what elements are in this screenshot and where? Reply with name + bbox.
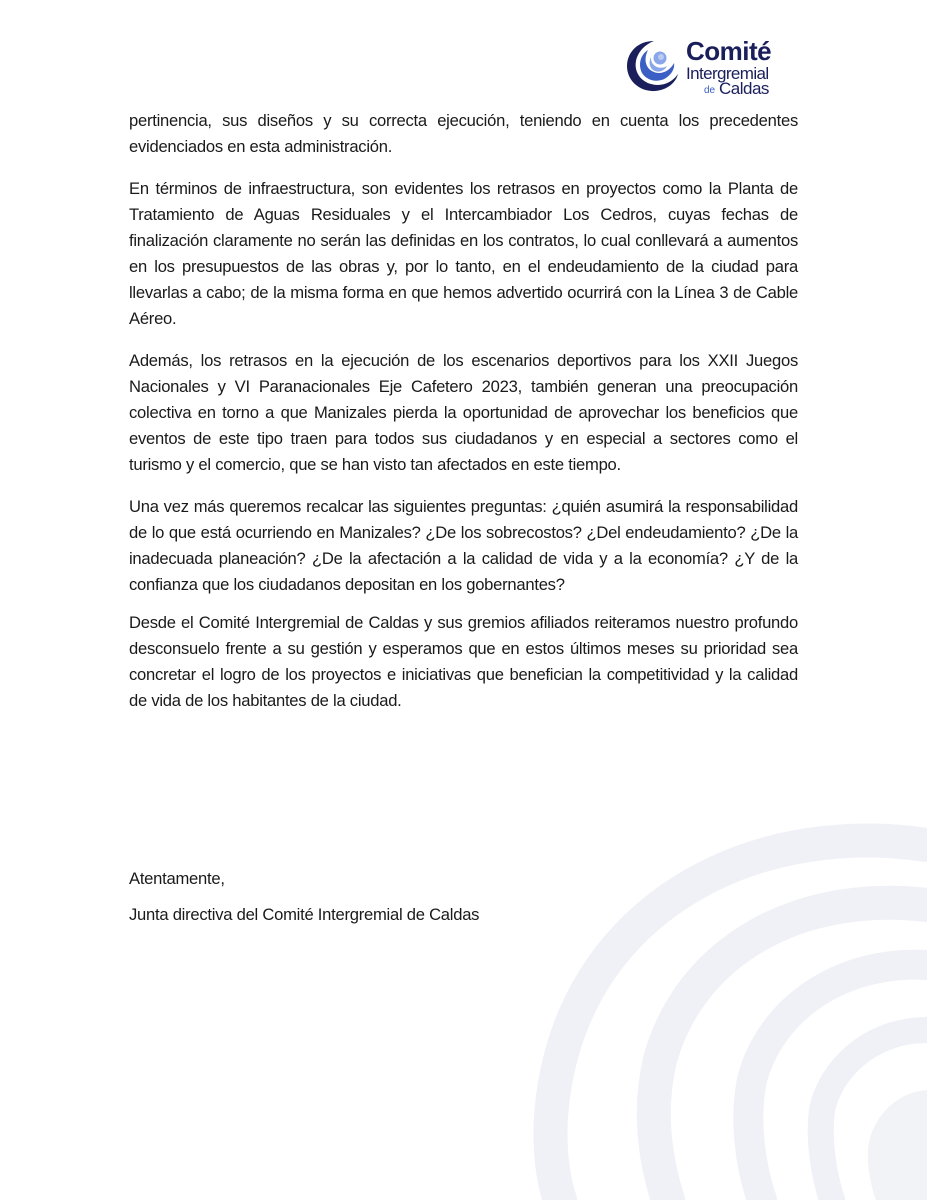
comite-intergremial-logo bbox=[624, 38, 794, 100]
logo-swirl-icon bbox=[624, 38, 688, 94]
logo-title-text: Comité bbox=[686, 36, 772, 66]
paragraph-3: Además, los retrasos en la ejecución de los escenarios deportivos para los XXII Juegos Nacionales y VI Paranacionales Eje Cafetero 2023, también generan una preocupación colectiva en torno a que Manizales pierda la oportunidad de aprovechar los beneficios que eventos de este tipo traen para todos sus ciudadanos y en especial a sectores como el turismo y el comercio, que se han visto tan afectados en este tiempo. bbox=[129, 351, 798, 474]
letter-body bbox=[129, 108, 798, 714]
signature-line: Junta directiva del Comité Intergremial de Caldas bbox=[129, 905, 480, 924]
logo-subtitle-text: Intergremial bbox=[686, 64, 769, 83]
paragraph-4: Una vez más queremos recalcar las siguientes preguntas: ¿quién asumirá la responsabilidad de lo que está ocurriendo en Manizales? ¿De los sobrecostos? ¿Del endeudamiento? ¿De la inadecuada planeación? ¿De la afectación a la calidad de vida y a la economía? ¿Y de la confianza que los ciudadanos depositan en los gobernantes? bbox=[129, 497, 798, 594]
logo-de-text: de bbox=[704, 85, 716, 96]
paragraph-2: En términos de infraestructura, son evidentes los retrasos en proyectos como la Planta de Tratamiento de Aguas Residuales y el Intercambiador Los Cedros, cuyas fechas de finalización claramente no serán las definidas en los contratos, lo cual conllevará a aumentos en los presupuestos de las obras y, por lo tanto, en el endeudamiento de la ciudad para llevarlas a cabo; de la misma forma en que hemos advertido ocurrirá con la Línea 3 de Cable Aéreo. bbox=[129, 179, 798, 328]
paragraph-5: Desde el Comité Intergremial de Caldas y sus gremios afiliados reiteramos nuestro profundo desconsuelo frente a su gestión y esperamos que en estos últimos meses su prioridad sea concretar el logro de los proyectos e iniciativas que benefician la competitividad y la calidad de vida de los habitantes de la ciudad. bbox=[129, 613, 798, 710]
logo-caldas-text: Caldas bbox=[719, 79, 769, 98]
paragraph-1: pertinencia, sus diseños y su correcta ejecución, teniendo en cuenta los precedentes evidenciados en esta administración. bbox=[129, 111, 798, 156]
closing-salutation: Atentamente, bbox=[129, 869, 225, 888]
